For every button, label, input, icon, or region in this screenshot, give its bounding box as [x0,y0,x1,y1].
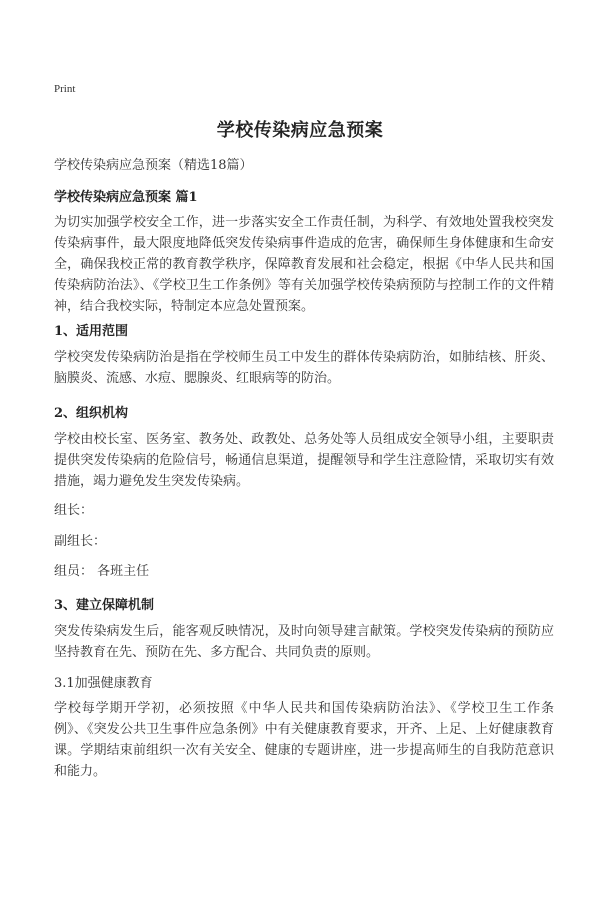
organization-paragraph: 学校由校长室、医务室、教务处、政教处、总务处等人员组成安全领导小组，主要职责提供突发传染病的危险信号，畅通信息渠道，提醒领导和学生注意险情，采取切实有效措施，竭力避免发生突发传染病。 [54,432,554,489]
heading-scope: 1、适用范围 [54,324,129,339]
document-subtitle: 学校传染病应急预案（精选18篇） [54,158,253,173]
leader-line: 组长： [54,503,94,518]
section-title: 学校传染病应急预案 篇1 [54,190,198,205]
document-title: 学校传染病应急预案 [216,120,384,141]
scope-paragraph: 学校突发传染病防治是指在学校师生员工中发生的群体传染病防治，如肺结核、肝炎、脑膜炎、流感、水痘、腮腺炎、红眼病等的防治。 [54,350,554,386]
heading-organization: 2、组织机构 [54,406,129,421]
members-line: 组员： 各班主任 [54,564,150,579]
print-label[interactable]: Print [54,83,76,95]
heading-mechanism: 3、建立保障机制 [54,598,155,613]
mechanism-paragraph: 突发传染病发生后，能客观反映情况，及时向领导建言献策。学校突发传染病的预防应坚持教育在先、预防在先、多方配合、共同负责的原则。 [54,624,554,660]
health-education-paragraph: 学校每学期开学初，必须按照《中华人民共和国传染病防治法》、《学校卫生工作条例》、《突发公共卫生事件应急条例》中有关健康教育要求，开齐、上足、上好健康教育课。学期结束前组织一次有关安全、健康的专题讲座，进一步提高师生的自我防范意识和能力。 [54,701,554,779]
intro-paragraph: 为切实加强学校安全工作，进一步落实安全工作责任制，为科学、有效地处置我校突发传染病事件，最大限度地降低突发传染病事件造成的危害，确保师生身体健康和生命安全，确保我校正常的教育教学秩序，保障教育发展和社会稳定，根据《中华人民共和国传染病防治法》、《学校卫生工作条例》等有关加强学校传染病预防与控制工作的文件精神，结合我校实际，特制定本应急处置预案。 [54,215,554,314]
vice-leader-line: 副组长： [54,534,107,549]
sub-heading-health-education: 3.1加强健康教育 [54,676,153,691]
